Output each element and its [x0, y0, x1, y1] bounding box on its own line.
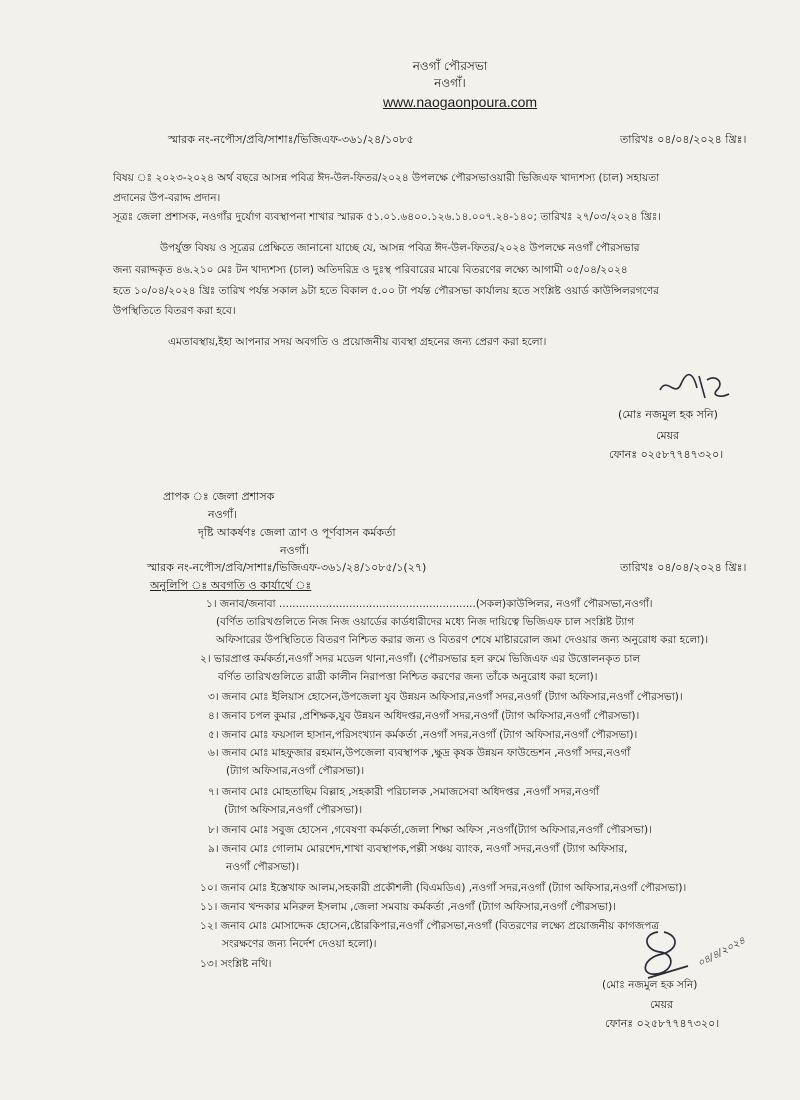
copy-item-9-line-2: নওগাঁ পৌরসভা)। [226, 861, 300, 873]
signature-2-title: মেয়র [650, 998, 674, 1011]
subject-source: সূত্রঃ জেলা প্রশাসক, নওগাঁর দুর্যোগ ব্যবস্থাপনা শাখার স্মারক ৫১.০১.৬৪০০.১২৬.১৪.০০৭.২৪-১৪০; তারিখঃ ২৭/০৩/২০২৪ খ্রিঃ। [113, 211, 662, 223]
copy-item-10: ১০। জনাব মোঃ ইস্তেখাফ আলম,সহকারী প্রকৌশলী (বিএমডিএ) ,নওগাঁ সদর,নওগাঁ (ট্যাগ অফিসার,নওগাঁ পৌরসভা)। [200, 882, 687, 894]
memo-ref-number: স্মারক নং-নপৌস/প্রবি/সাশাঃ/ভিজিএফ-৩৬১/২৪/১০৮৫ [168, 133, 414, 146]
signature-1-phone: ফোনঃ ০২৫৮৭৭৪৭৩২০। [609, 448, 724, 461]
memo-2-ref-number: স্মারক নং-নপৌস/প্রবি/সাশাঃ/ভিজিএফ-৩৬১/২৪/১০৮৫/১(২৭) [147, 561, 427, 574]
body-para-1-line-2: জন্য বরাদ্দকৃত ৪৬.২১০ মেঃ টন খাদ্যশস্য (চাল) অতিদরিদ্র ও দুঃস্থ পরিবারের মাঝে বিতরণের লক্ষ্যে আগামী ০৫/০৪/২০২৪ [113, 264, 628, 276]
memo-date: তারিখঃ ০৪/০৪/২০২৪ খ্রিঃ। [620, 133, 747, 146]
recipient-attention-city: নওগাঁ। [280, 544, 309, 557]
recipient-city: নওগাঁ। [208, 508, 237, 521]
copy-item-8: ৮। জনাব মোঃ সবুজ হোসেন ,গবেষণা কর্মকর্তা,জেলা শিক্ষা অফিস ,নওগাঁ(ট্যাগ অফিসার,নওগাঁ পৌরসভা)। [208, 824, 652, 836]
copy-item-6-line-2: (ট্যাগ অফিসার,নওগাঁ পৌরসভা)। [226, 765, 365, 777]
signature-1-name: (মোঃ নজমুল হক সনি) [618, 408, 718, 421]
signature-2-name: (মোঃ নজমুল হক সনি) [602, 979, 698, 991]
subject-line-1: বিষয় ঃ ২০২৩-২০২৪ অর্থ বছরে আসন্ন পবিত্র ঈদ-উল-ফিতর/২০২৪ উপলক্ষে পৌরসভাওয়ারী ভিজিএফ খাদ্যশস্য (চাল) সহায়তা [113, 172, 660, 184]
copy-item-9-line-1: ৯। জনাব মোঃ গোলাম মোরশেদ,শাখা ব্যবস্থাপক,পল্লী সঞ্চয় ব্যাংক, নওগাঁ সদর,নওগাঁ (ট্যাগ অফিসার, [208, 843, 628, 855]
copy-item-1-line-3: অফিসারের উপস্থিতিতে বিতরণ নিশ্চিত করার জন্য ও বিতরণ শেষে মাষ্টাররোল জমা দেওয়ার জন্য অনুরোধ করা হলো)। [216, 634, 709, 646]
signature-2-scribble [628, 928, 698, 980]
copy-item-2-line-2: বর্ণিত তারিখগুলিতে রাত্রী কালীন নিরাপত্তা নিশ্চিত করণের জন্য তাঁকে অনুরোধ করা হলো)। [218, 671, 598, 683]
copy-item-5: ৫। জনাব মোঃ ফয়সাল হাসান,পরিসংখ্যান কর্মকর্তা ,নওগাঁ সদর,নওগাঁ (ট্যাগ অফিসার,নওগাঁ পৌরসভা)। [208, 729, 638, 741]
copy-item-4: ৪। জনাব চপল কুমার ,প্রশিক্ষক,যুব উন্নয়ন অধিদপ্তর,নওগাঁ সদর,নওগাঁ (ট্যাগ অফিসার,নওগাঁ পৌরসভা)। [208, 710, 640, 722]
recipient-attention: দৃষ্টি আকর্ষণঃ জেলা ত্রাণ ও পূর্ণবাসন কর্মকর্তা [198, 526, 396, 539]
copy-item-7-line-2: (ট্যাগ অফিসার,নওগাঁ পৌরসভা)। [224, 804, 363, 816]
website-link[interactable]: www.naogaonpoura.com [382, 94, 538, 110]
copy-item-2-line-1: ২। ভারপ্রাপ্ত কর্মকর্তা,নওগাঁ সদর মডেল থানা,নওগাঁ। (পৌরসভার হল রুমে ভিজিএফ এর উত্তোলনকৃত চাল [200, 653, 641, 665]
copy-item-12-line-2: সংরক্ষণের জন্য নির্দেশ দেওয়া হলো)। [222, 938, 377, 950]
copy-item-6-line-1: ৬। জনাব মোঃ মাহফুজার রহমান,উপজেলা ব্যবস্থাপক ,ক্ষুদ্র কৃষক উন্নয়ন ফাউন্ডেশন ,নওগাঁ সদর,নওগাঁ [208, 747, 631, 759]
body-para-1-line-3: হতে ১০/০৪/২০২৪ খ্রিঃ তারিখ পর্যন্ত সকাল ৯টা হতে বিকাল ৫.০০ টা পর্যন্ত পৌরসভা কার্যালয় হতে সংশ্লিষ্ট ওয়ার্ড কাউন্সিলরগণের [113, 285, 659, 297]
copy-item-11: ১১। জনাব খন্দকার মনিরুল ইসলাম ,জেলা সমবায় কর্মকর্তা ,নওগাঁ (ট্যাগ অফিসার,নওগাঁ পৌরসভা)। [200, 901, 617, 913]
signature-1-title: মেয়র [656, 429, 680, 442]
copy-item-13: ১৩। সংশ্লিষ্ট নথি। [200, 958, 272, 970]
signature-2-phone: ফোনঃ ০২৫৮৭৭৪৭৩২০। [605, 1017, 720, 1030]
copy-item-12-line-1: ১২। জনাব মোঃ মোসাদ্দেক হোসেন,ষ্টোরকিপার,নওগাঁ পৌরসভা,নওগাঁ (বিতরণের লক্ষ্যে প্রয়োজনীয় কাগজপত্র [200, 920, 660, 932]
copy-item-7-line-1: ৭। জনাব মোঃ মোহতাছিম বিল্লাহ ,সহকারী পরিচালক ,সমাজসেবা অধিদপ্তর ,নওগাঁ সদর,নওগাঁ [208, 786, 599, 798]
body-para-1-line-1: উপর্যুক্ত বিষয় ও সূত্রের প্রেক্ষিতে জানানো যাচ্ছে যে, আসন্ন পবিত্র ঈদ-উল-ফিতর/২০২৪ উপলক্ষে নওগাঁ পৌরসভার [160, 242, 640, 254]
subject-line-2: প্রদানের উপ-বরাদ্দ প্রদান। [113, 192, 221, 204]
memo-2-date: তারিখঃ ০৪/০৪/২০২৪ খ্রিঃ। [620, 561, 747, 574]
body-para-1-line-4: উপস্থিতিতে বিতরণ করা হবে। [113, 305, 236, 317]
recipient-to: প্রাপক ঃ জেলা প্রশাসক [163, 490, 275, 503]
copy-list-heading: অনুলিপি ঃ অবগতি ও কার্যার্থে ঃ [150, 579, 312, 592]
signature-2-handwritten-date: ০৪/৪/২০২৪ [695, 935, 748, 970]
org-city: নওগাঁ। [434, 76, 466, 90]
copy-item-1-line-2: (বর্ণিত তারিখগুলিতে নিজ নিজ ওয়ার্ডের কার্ডধারীদের মধ্যে নিজ দায়িত্বে ভিজিএফ চাল সংশ্লিষ্ট ট্যাগ [216, 616, 635, 628]
signature-1-scribble [655, 368, 735, 406]
copy-item-3: ৩। জনাব মোঃ ইলিয়াস হোসেন,উপজেলা যুব উন্নয়ন অফিসার,নওগাঁ সদর,নওগাঁ (ট্যাগ অফিসার,নওগাঁ পৌরসভা)। [208, 691, 683, 703]
copy-item-1-line-1: ১। জনাব/জনাবা ...........................................................(সকল)কাউন্সিলর, নওগাঁ পৌরসভা,নওগাঁ। [206, 598, 653, 610]
org-name: নওগাঁ পৌরসভা [412, 59, 488, 73]
body-para-2: এমতাবস্থায়,ইহা আপনার সদয় অবগতি ও প্রয়োজনীয় ব্যবস্থা গ্রহনের জন্য প্রেরণ করা হলো। [168, 336, 547, 348]
